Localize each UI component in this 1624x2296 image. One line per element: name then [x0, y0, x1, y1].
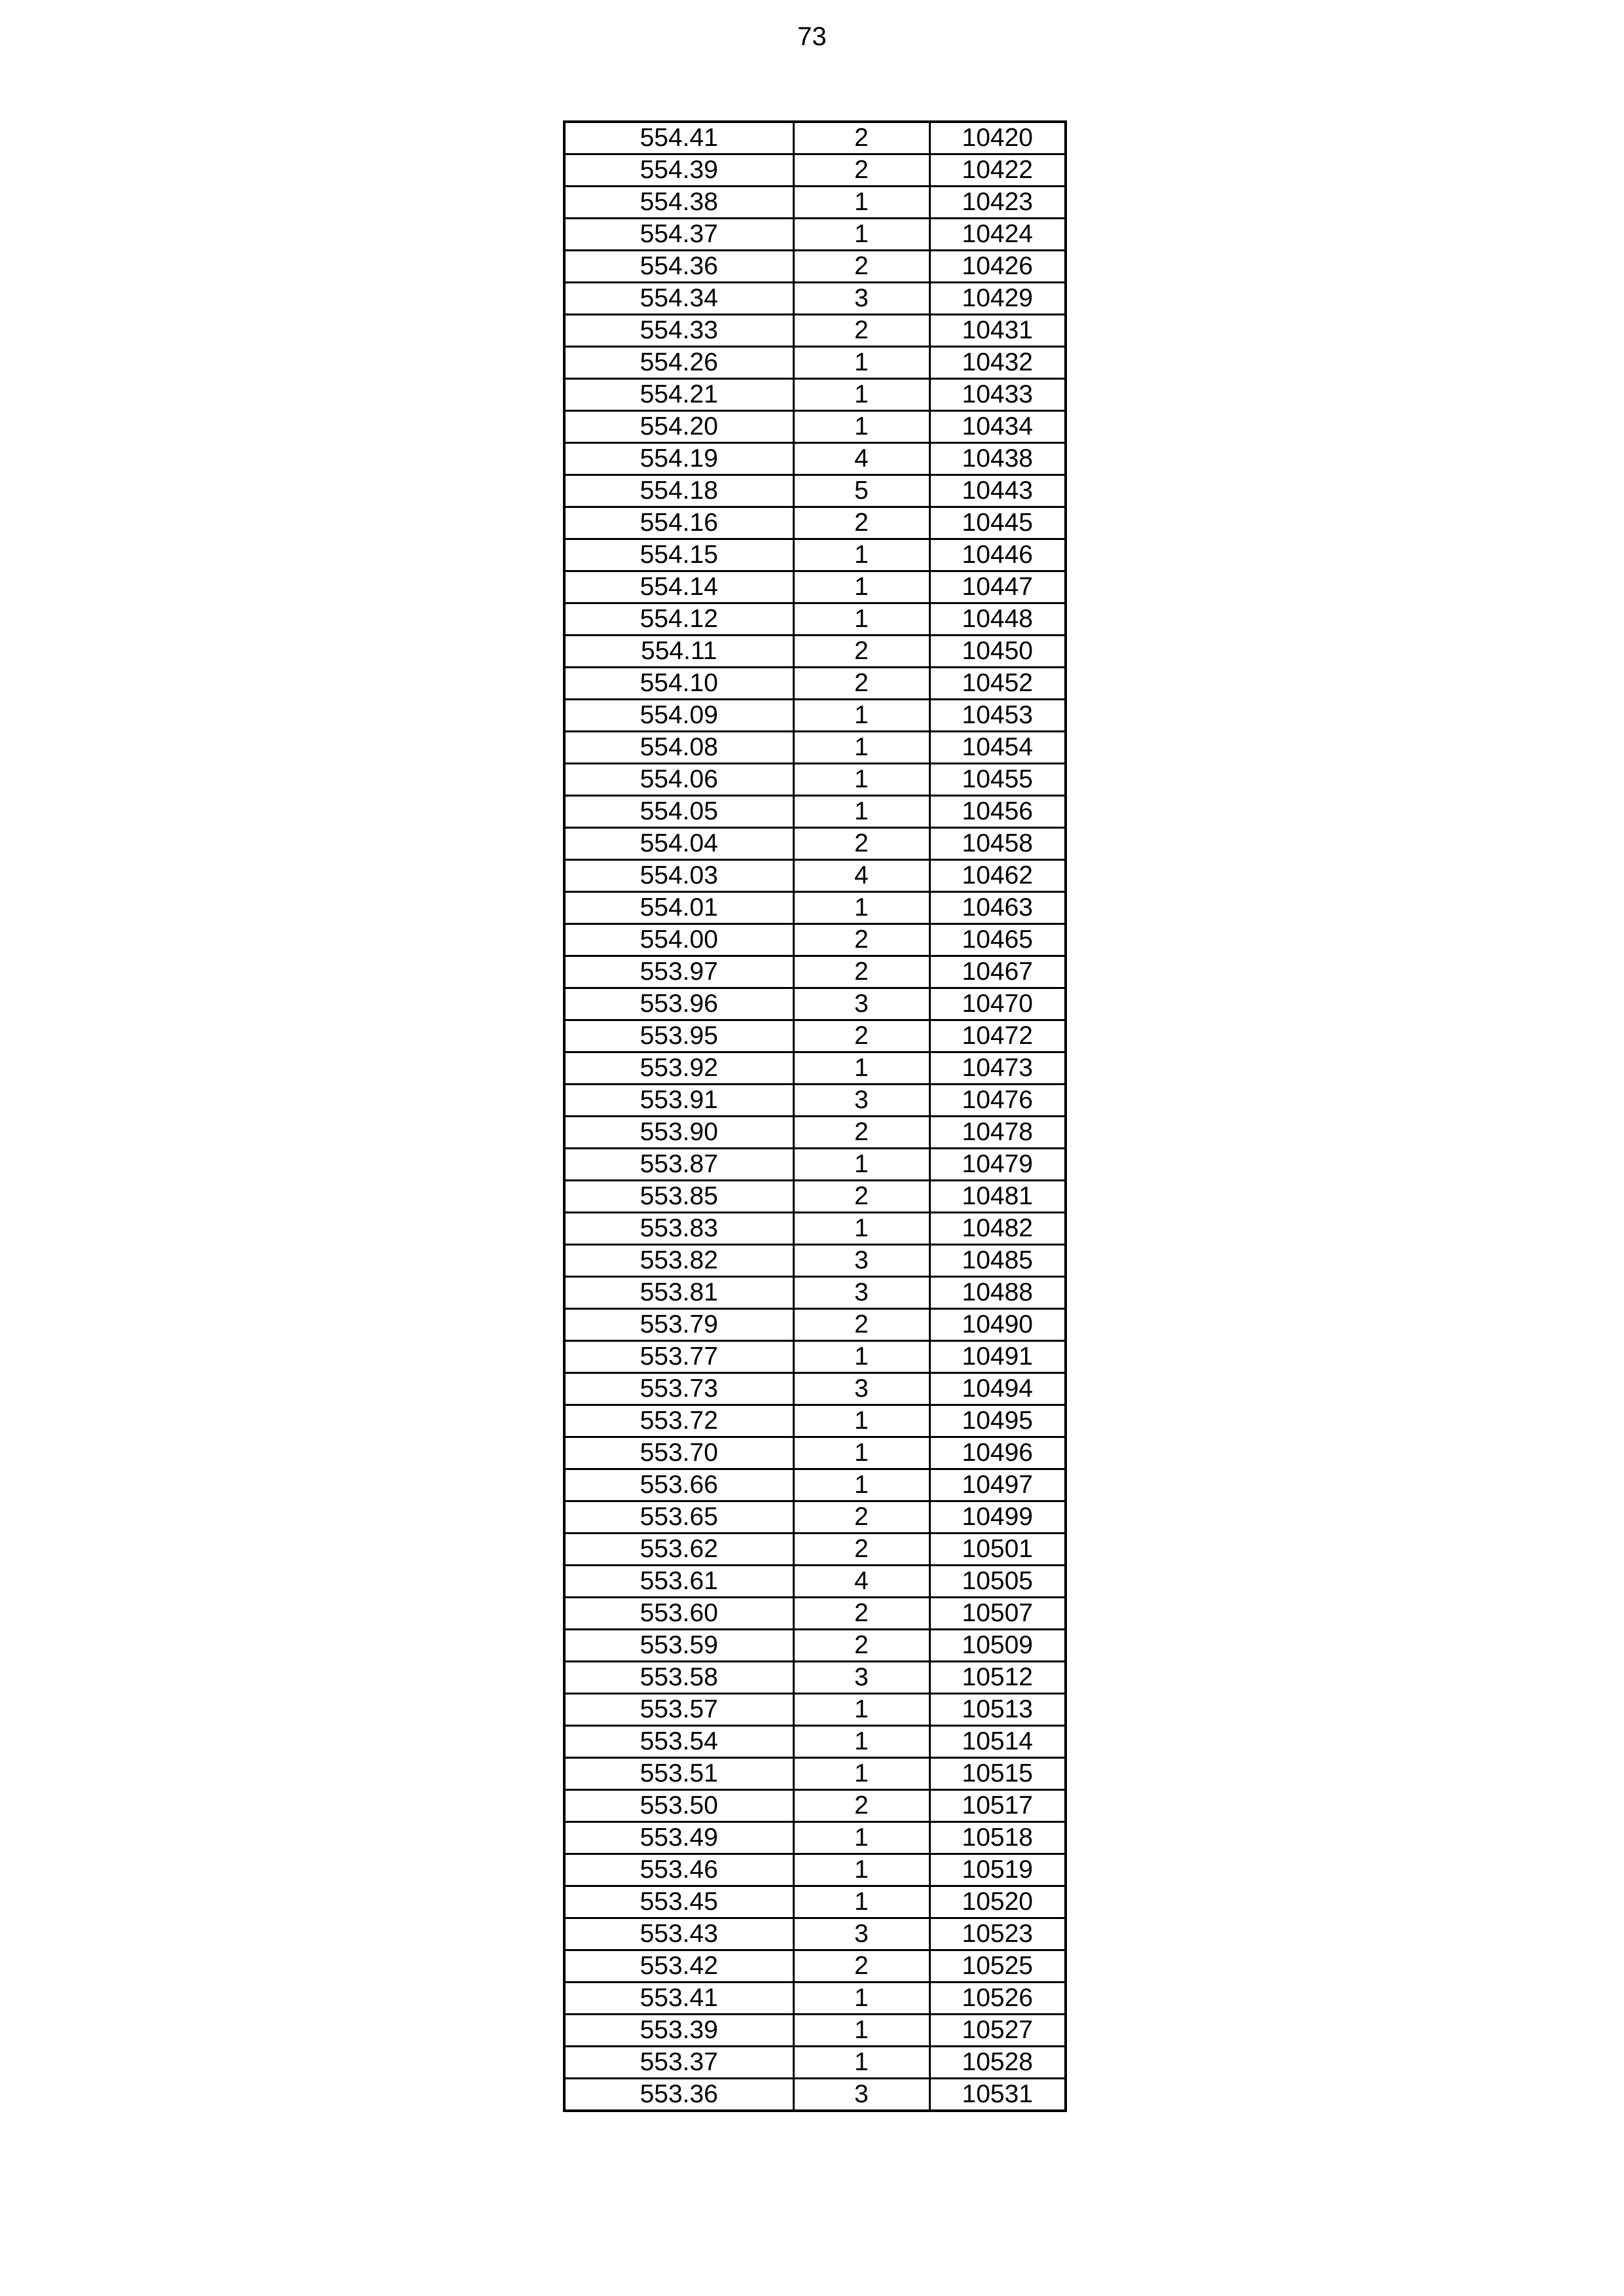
table-row [564, 636, 1066, 668]
cumulative-cell: 10485 [929, 1245, 1066, 1277]
count-cell: 2 [793, 1181, 929, 1213]
count-cell: 1 [793, 796, 929, 828]
count-cell: 3 [793, 1245, 929, 1277]
table-row [564, 1085, 1066, 1117]
count-cell: 2 [793, 636, 929, 668]
count-cell: 2 [793, 1309, 929, 1341]
value-cell: 554.00 [564, 924, 793, 956]
table-row [564, 1277, 1066, 1309]
cumulative-cell: 10453 [929, 700, 1066, 732]
value-cell: 554.05 [564, 796, 793, 828]
table-row [564, 1982, 1066, 2015]
table-row [564, 539, 1066, 571]
cumulative-cell: 10497 [929, 1469, 1066, 1501]
count-cell: 1 [793, 2015, 929, 2047]
count-cell: 1 [793, 1469, 929, 1501]
cumulative-cell: 10476 [929, 1085, 1066, 1117]
table-row [564, 1758, 1066, 1790]
cumulative-cell: 10467 [929, 956, 1066, 988]
count-cell: 3 [793, 988, 929, 1020]
count-cell: 1 [793, 1758, 929, 1790]
value-cell: 554.34 [564, 283, 793, 315]
table-row [564, 1726, 1066, 1758]
table-row [564, 443, 1066, 475]
value-cell: 553.66 [564, 1469, 793, 1501]
value-cell: 554.41 [564, 122, 793, 154]
value-cell: 554.03 [564, 860, 793, 892]
cumulative-cell: 10479 [929, 1149, 1066, 1181]
value-cell: 553.43 [564, 1918, 793, 1950]
cumulative-cell: 10490 [929, 1309, 1066, 1341]
table-row [564, 1694, 1066, 1726]
count-cell: 1 [793, 1822, 929, 1854]
value-cell: 553.45 [564, 1886, 793, 1918]
cumulative-cell: 10446 [929, 539, 1066, 571]
value-cell: 553.41 [564, 1982, 793, 2015]
cumulative-cell: 10478 [929, 1117, 1066, 1149]
count-cell: 1 [793, 1405, 929, 1437]
count-cell: 2 [793, 1950, 929, 1982]
table-row [564, 1437, 1066, 1469]
cumulative-cell: 10424 [929, 219, 1066, 251]
table-row [564, 1020, 1066, 1052]
cumulative-cell: 10523 [929, 1918, 1066, 1950]
table-row [564, 1822, 1066, 1854]
cumulative-cell: 10458 [929, 828, 1066, 860]
table-row [564, 1790, 1066, 1822]
count-cell: 1 [793, 347, 929, 379]
count-cell: 1 [793, 1213, 929, 1245]
count-cell: 1 [793, 379, 929, 411]
cumulative-cell: 10514 [929, 1726, 1066, 1758]
count-cell: 5 [793, 475, 929, 507]
count-cell: 2 [793, 122, 929, 154]
count-cell: 1 [793, 1982, 929, 2015]
value-cell: 553.90 [564, 1117, 793, 1149]
table-row [564, 379, 1066, 411]
table-row [564, 2015, 1066, 2047]
value-cell: 553.54 [564, 1726, 793, 1758]
table-row [564, 1405, 1066, 1437]
value-cell: 554.20 [564, 411, 793, 443]
count-cell: 1 [793, 764, 929, 796]
count-cell: 4 [793, 443, 929, 475]
value-cell: 554.18 [564, 475, 793, 507]
value-cell: 554.11 [564, 636, 793, 668]
cumulative-cell: 10520 [929, 1886, 1066, 1918]
table-row [564, 988, 1066, 1020]
count-cell: 1 [793, 1052, 929, 1085]
value-cell: 553.82 [564, 1245, 793, 1277]
count-cell: 4 [793, 1566, 929, 1598]
value-cell: 554.01 [564, 892, 793, 924]
cumulative-cell: 10420 [929, 122, 1066, 154]
cumulative-cell: 10422 [929, 154, 1066, 187]
value-cell: 553.51 [564, 1758, 793, 1790]
table-row [564, 315, 1066, 347]
cumulative-cell: 10452 [929, 668, 1066, 700]
table-row [564, 1630, 1066, 1662]
value-cell: 553.46 [564, 1854, 793, 1886]
value-cell: 554.33 [564, 315, 793, 347]
value-cell: 553.85 [564, 1181, 793, 1213]
table-row [564, 1854, 1066, 1886]
table-row [564, 1149, 1066, 1181]
cumulative-cell: 10465 [929, 924, 1066, 956]
table-row [564, 1117, 1066, 1149]
cumulative-cell: 10433 [929, 379, 1066, 411]
value-cell: 553.36 [564, 2079, 793, 2111]
table-row [564, 411, 1066, 443]
table-body [564, 122, 1066, 2111]
count-cell: 1 [793, 411, 929, 443]
value-cell: 554.39 [564, 154, 793, 187]
table-row [564, 122, 1066, 154]
count-cell: 2 [793, 154, 929, 187]
cumulative-cell: 10505 [929, 1566, 1066, 1598]
table-row [564, 603, 1066, 636]
table-row [564, 828, 1066, 860]
table-row [564, 1181, 1066, 1213]
count-cell: 1 [793, 571, 929, 603]
count-cell: 2 [793, 1020, 929, 1052]
cumulative-cell: 10423 [929, 187, 1066, 219]
count-cell: 1 [793, 1886, 929, 1918]
value-cell: 554.19 [564, 443, 793, 475]
value-cell: 553.57 [564, 1694, 793, 1726]
value-cell: 553.70 [564, 1437, 793, 1469]
value-cell: 554.08 [564, 732, 793, 764]
value-cell: 553.72 [564, 1405, 793, 1437]
value-cell: 553.49 [564, 1822, 793, 1854]
value-cell: 554.38 [564, 187, 793, 219]
value-cell: 553.87 [564, 1149, 793, 1181]
count-cell: 2 [793, 315, 929, 347]
table-row [564, 860, 1066, 892]
value-cell: 554.36 [564, 251, 793, 283]
table-row [564, 892, 1066, 924]
cumulative-cell: 10431 [929, 315, 1066, 347]
cumulative-cell: 10481 [929, 1181, 1066, 1213]
cumulative-cell: 10495 [929, 1405, 1066, 1437]
cumulative-cell: 10432 [929, 347, 1066, 379]
count-cell: 2 [793, 828, 929, 860]
count-cell: 3 [793, 1918, 929, 1950]
value-cell: 554.10 [564, 668, 793, 700]
count-cell: 1 [793, 1341, 929, 1373]
table-row [564, 1918, 1066, 1950]
value-cell: 553.91 [564, 1085, 793, 1117]
value-cell: 553.60 [564, 1598, 793, 1630]
table-row [564, 1245, 1066, 1277]
cumulative-cell: 10454 [929, 732, 1066, 764]
table-row [564, 1534, 1066, 1566]
cumulative-cell: 10499 [929, 1501, 1066, 1534]
page-number: 73 [797, 22, 827, 51]
count-cell: 2 [793, 924, 929, 956]
count-cell: 2 [793, 507, 929, 539]
count-cell: 3 [793, 1373, 929, 1405]
value-cell: 554.09 [564, 700, 793, 732]
table-row [564, 1662, 1066, 1694]
cumulative-cell: 10450 [929, 636, 1066, 668]
count-cell: 1 [793, 603, 929, 636]
cumulative-cell: 10526 [929, 1982, 1066, 2015]
value-cell: 554.37 [564, 219, 793, 251]
value-cell: 553.58 [564, 1662, 793, 1694]
count-cell: 3 [793, 1277, 929, 1309]
cumulative-cell: 10455 [929, 764, 1066, 796]
count-cell: 2 [793, 251, 929, 283]
value-cell: 553.62 [564, 1534, 793, 1566]
count-cell: 1 [793, 1726, 929, 1758]
cumulative-cell: 10527 [929, 2015, 1066, 2047]
table-row [564, 2047, 1066, 2079]
value-cell: 553.92 [564, 1052, 793, 1085]
table-row [564, 2079, 1066, 2111]
table-row [564, 283, 1066, 315]
count-cell: 1 [793, 1694, 929, 1726]
table-row [564, 1950, 1066, 1982]
cumulative-cell: 10509 [929, 1630, 1066, 1662]
table-row [564, 154, 1066, 187]
cumulative-cell: 10488 [929, 1277, 1066, 1309]
count-cell: 3 [793, 1085, 929, 1117]
count-cell: 2 [793, 1598, 929, 1630]
value-cell: 553.37 [564, 2047, 793, 2079]
cumulative-cell: 10472 [929, 1020, 1066, 1052]
count-cell: 1 [793, 892, 929, 924]
value-cell: 554.16 [564, 507, 793, 539]
table-row [564, 1213, 1066, 1245]
count-cell: 1 [793, 219, 929, 251]
cumulative-cell: 10517 [929, 1790, 1066, 1822]
cumulative-cell: 10429 [929, 283, 1066, 315]
table-row [564, 764, 1066, 796]
table-row [564, 1598, 1066, 1630]
count-cell: 1 [793, 1854, 929, 1886]
value-cell: 553.42 [564, 1950, 793, 1982]
count-cell: 1 [793, 732, 929, 764]
value-cell: 554.12 [564, 603, 793, 636]
cumulative-cell: 10496 [929, 1437, 1066, 1469]
count-cell: 1 [793, 1437, 929, 1469]
cumulative-cell: 10434 [929, 411, 1066, 443]
count-cell: 2 [793, 1501, 929, 1534]
table-row [564, 507, 1066, 539]
count-cell: 3 [793, 2079, 929, 2111]
cumulative-cell: 10462 [929, 860, 1066, 892]
value-cell: 553.79 [564, 1309, 793, 1341]
table-row [564, 700, 1066, 732]
table-row [564, 187, 1066, 219]
cumulative-cell: 10519 [929, 1854, 1066, 1886]
table-row [564, 1469, 1066, 1501]
count-cell: 4 [793, 860, 929, 892]
count-cell: 2 [793, 1790, 929, 1822]
count-cell: 1 [793, 2047, 929, 2079]
value-cell: 553.95 [564, 1020, 793, 1052]
table-row [564, 796, 1066, 828]
table-row [564, 475, 1066, 507]
table-row [564, 668, 1066, 700]
cumulative-cell: 10448 [929, 603, 1066, 636]
count-cell: 3 [793, 283, 929, 315]
count-cell: 3 [793, 1662, 929, 1694]
cumulative-cell: 10491 [929, 1341, 1066, 1373]
value-cell: 553.81 [564, 1277, 793, 1309]
count-cell: 2 [793, 1117, 929, 1149]
cumulative-cell: 10463 [929, 892, 1066, 924]
value-cell: 553.83 [564, 1213, 793, 1245]
value-cell: 553.73 [564, 1373, 793, 1405]
value-cell: 553.97 [564, 956, 793, 988]
cumulative-cell: 10501 [929, 1534, 1066, 1566]
data-table [563, 120, 1067, 2112]
cumulative-cell: 10513 [929, 1694, 1066, 1726]
table-row [564, 924, 1066, 956]
cumulative-cell: 10445 [929, 507, 1066, 539]
count-cell: 1 [793, 539, 929, 571]
cumulative-cell: 10482 [929, 1213, 1066, 1245]
cumulative-cell: 10528 [929, 2047, 1066, 2079]
count-cell: 2 [793, 956, 929, 988]
count-cell: 1 [793, 187, 929, 219]
table-row [564, 219, 1066, 251]
table-row [564, 1566, 1066, 1598]
value-cell: 554.15 [564, 539, 793, 571]
value-cell: 553.61 [564, 1566, 793, 1598]
table-row [564, 1501, 1066, 1534]
value-cell: 554.06 [564, 764, 793, 796]
value-cell: 554.21 [564, 379, 793, 411]
cumulative-cell: 10438 [929, 443, 1066, 475]
cumulative-cell: 10426 [929, 251, 1066, 283]
cumulative-cell: 10507 [929, 1598, 1066, 1630]
value-cell: 553.59 [564, 1630, 793, 1662]
cumulative-cell: 10525 [929, 1950, 1066, 1982]
count-cell: 1 [793, 700, 929, 732]
table-row [564, 956, 1066, 988]
cumulative-cell: 10518 [929, 1822, 1066, 1854]
count-cell: 1 [793, 1149, 929, 1181]
value-cell: 554.14 [564, 571, 793, 603]
cumulative-cell: 10473 [929, 1052, 1066, 1085]
value-cell: 554.04 [564, 828, 793, 860]
cumulative-cell: 10531 [929, 2079, 1066, 2111]
value-cell: 553.96 [564, 988, 793, 1020]
table-row [564, 571, 1066, 603]
value-cell: 553.50 [564, 1790, 793, 1822]
count-cell: 2 [793, 668, 929, 700]
cumulative-cell: 10512 [929, 1662, 1066, 1694]
table-row [564, 732, 1066, 764]
table-row [564, 1886, 1066, 1918]
value-cell: 553.77 [564, 1341, 793, 1373]
cumulative-cell: 10515 [929, 1758, 1066, 1790]
count-cell: 2 [793, 1534, 929, 1566]
table-row [564, 1341, 1066, 1373]
cumulative-cell: 10443 [929, 475, 1066, 507]
cumulative-cell: 10447 [929, 571, 1066, 603]
cumulative-cell: 10456 [929, 796, 1066, 828]
table-row [564, 1052, 1066, 1085]
cumulative-cell: 10494 [929, 1373, 1066, 1405]
value-cell: 553.65 [564, 1501, 793, 1534]
table-row [564, 1373, 1066, 1405]
count-cell: 2 [793, 1630, 929, 1662]
table-row [564, 251, 1066, 283]
cumulative-cell: 10470 [929, 988, 1066, 1020]
table-row [564, 347, 1066, 379]
value-cell: 554.26 [564, 347, 793, 379]
value-cell: 553.39 [564, 2015, 793, 2047]
table-row [564, 1309, 1066, 1341]
